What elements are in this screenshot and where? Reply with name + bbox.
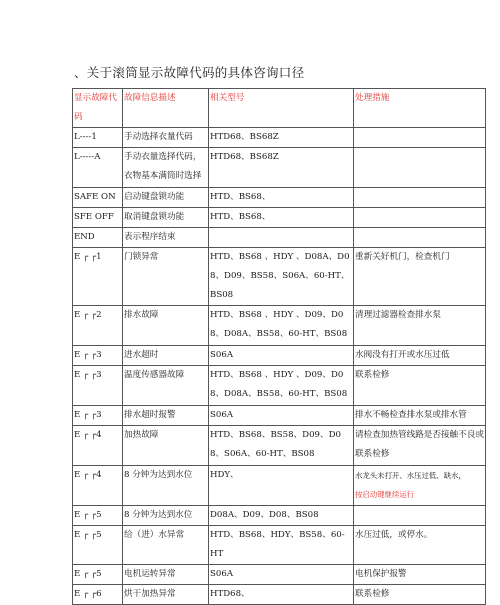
cell-code: E ┌ ┌5 (73, 526, 123, 565)
table-row (73, 526, 486, 565)
cell-code: E ┌ ┌5 (73, 565, 123, 585)
cell-desc: 8 分钟为达到水位 (123, 466, 209, 506)
cell-models (209, 228, 354, 248)
cell-desc: 给（进）水异常 (123, 526, 209, 565)
table-row (73, 346, 486, 366)
cell-action (354, 208, 486, 228)
cell-code: E ┌ ┌6 (73, 585, 123, 605)
cell-desc: 表示程序结束 (123, 228, 209, 248)
cell-models: HTD68、 (209, 585, 354, 605)
table-row (73, 366, 486, 406)
cell-code: E ┌ ┌2 (73, 306, 123, 346)
cell-models: HTD、BS68、HDY、BS58、60-HT (209, 526, 354, 565)
cell-models: S06A (209, 346, 354, 366)
cell-models: HDY、 (209, 466, 354, 506)
cell-action-tip: 按启动键继续运行 (355, 490, 415, 499)
cell-models: D08A、D09、D08、BS08 (209, 506, 354, 526)
cell-models: HTD、BS68 、HDY 、D08A、D08、D09、BS58、S06A、60-HT、BS08 (209, 248, 354, 306)
table-row (73, 406, 486, 426)
cell-action (354, 128, 486, 148)
cell-desc: 排水超时报警 (123, 406, 209, 426)
cell-desc: 电机运转异常 (123, 565, 209, 585)
table-row (73, 188, 486, 208)
cell-action: 水阀没有打开或水压过低 (354, 346, 486, 366)
table-row (73, 248, 486, 306)
table-row (73, 426, 486, 466)
cell-models: S06A (209, 565, 354, 585)
cell-desc: 烘干加热异常 (123, 585, 209, 605)
table-row (73, 506, 486, 526)
cell-action: 联系检修 (354, 366, 486, 406)
cell-models: HTD、BS68、 (209, 188, 354, 208)
cell-code: E ┌ ┌4 (73, 466, 123, 506)
cell-action: 水压过低，或停水。 (354, 526, 486, 565)
header-models: 相关型号 (209, 89, 354, 128)
cell-action: 联系检修 (354, 585, 486, 605)
header-desc: 故障信息描述 (123, 89, 209, 128)
cell-desc: 手动衣量选择代码，衣物基本满筒时选择 (123, 148, 209, 188)
cell-models: HTD、BS68 、HDY 、D09、D08、D08A、BS58、60-HT、BS08 (209, 366, 354, 406)
cell-desc: 门锁异常 (123, 248, 209, 306)
cell-code: E ┌ ┌5 (73, 506, 123, 526)
table-row (73, 585, 486, 605)
cell-action: 请检查加热管线路是否接触不良或联系检修 (354, 426, 486, 466)
header-action: 处理措施 (354, 89, 486, 128)
cell-action (354, 506, 486, 526)
cell-action-note: 水龙头未打开、水压过低、缺水， (355, 471, 466, 480)
cell-desc: 取消键盘锁功能 (123, 208, 209, 228)
table-header-row (73, 89, 486, 128)
table-row (73, 565, 486, 585)
cell-action (354, 148, 486, 188)
cell-code: L-----A (73, 148, 123, 188)
table-row (73, 228, 486, 248)
cell-models: S06A (209, 406, 354, 426)
cell-code: E ┌ ┌3 (73, 366, 123, 406)
cell-code: E ┌ ┌3 (73, 406, 123, 426)
cell-action: 电机保护报警 (354, 565, 486, 585)
table-row (73, 128, 486, 148)
table-row (73, 306, 486, 346)
cell-action (354, 188, 486, 208)
cell-models: HTD、BS68、 (209, 208, 354, 228)
cell-models: HTD、BS68 、HDY 、D09、D08、D08A、BS58、60-HT、BS08 (209, 306, 354, 346)
cell-code: SAFE ON (73, 188, 123, 208)
cell-code: E ┌ ┌4 (73, 426, 123, 466)
header-code: 显示故障代码 (73, 89, 123, 128)
cell-desc: 8 分钟为达到水位 (123, 506, 209, 526)
cell-desc: 启动键盘锁功能 (123, 188, 209, 208)
cell-desc: 加热故障 (123, 426, 209, 466)
cell-code: E ┌ ┌3 (73, 346, 123, 366)
cell-action (354, 228, 486, 248)
fault-code-table (72, 88, 486, 605)
cell-action: 重新关好机门，检查机门 (354, 248, 486, 306)
cell-action (354, 466, 486, 506)
cell-action: 排水不畅检查排水泵或排水管 (354, 406, 486, 426)
cell-models: HTD68、BS68Z (209, 128, 354, 148)
page-title: 、关于滚筒显示故障代码的具体咨询口径 (74, 65, 305, 80)
table-row (73, 148, 486, 188)
cell-models: HTD、BS68、BS58、D09、D08、S06A、60-HT、BS08 (209, 426, 354, 466)
table-row (73, 466, 486, 506)
cell-models: HTD68、BS68Z (209, 148, 354, 188)
cell-code: SFE OFF (73, 208, 123, 228)
cell-code: END (73, 228, 123, 248)
cell-desc: 手动选择衣量代码 (123, 128, 209, 148)
cell-action: 清理过滤器检查排水泵 (354, 306, 486, 346)
cell-desc: 温度传感器故障 (123, 366, 209, 406)
table-row (73, 208, 486, 228)
cell-code: E ┌ ┌1 (73, 248, 123, 306)
cell-code: L----1 (73, 128, 123, 148)
cell-desc: 进水超时 (123, 346, 209, 366)
cell-desc: 排水故障 (123, 306, 209, 346)
